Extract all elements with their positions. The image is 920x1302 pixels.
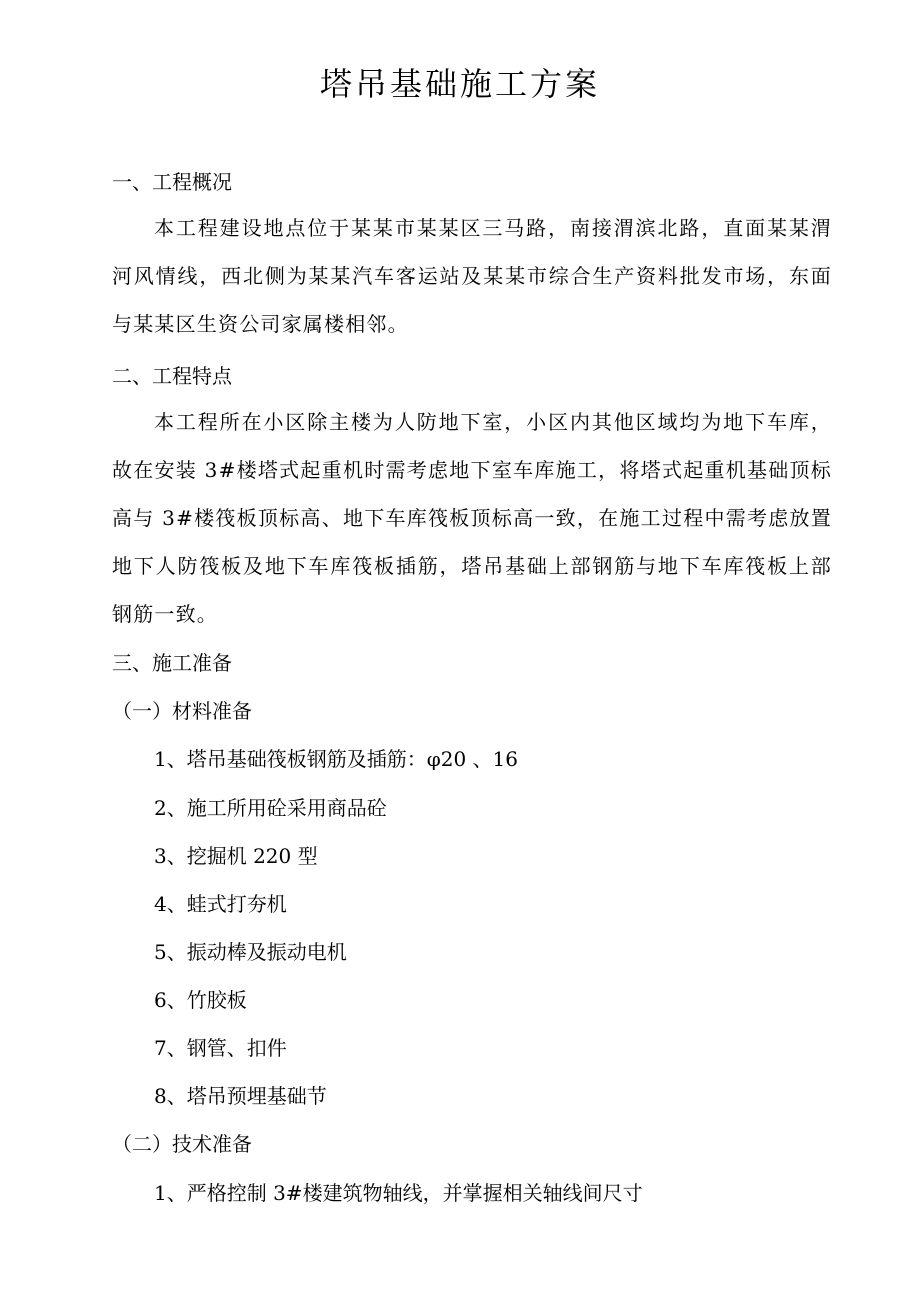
subsection-heading-materials: （一）材料准备 (112, 699, 252, 723)
list-item: 4、蛙式打夯机 (154, 892, 287, 916)
section-paragraph-overview: 本工程建设地点位于某某市某某区三马路，南接渭滨北路，直面某某渭河风情线，西北侧为某某汽车客运站及某某市综合生产资料批发市场，东面与某某区生资公司家属楼相邻。 (112, 216, 832, 336)
list-item: 5、振动棒及振动电机 (154, 940, 347, 964)
list-item: 3、挖掘机 220 型 (154, 844, 318, 868)
section-paragraph-features: 本工程所在小区除主楼为人防地下室，小区内其他区域均为地下车库，故在安装 3#楼塔式起重机时需考虑地下室车库施工，将塔式起重机基础顶标高与 3#楼筏板顶标高、地下车库筏板顶标高一致，在施工过程中需考虑放置地下人防筏板及地下车库筏板插筋，塔吊基础上部钢筋与地下车库筏板上部钢筋一致。 (112, 410, 832, 626)
subsection-heading-technical: （二）技术准备 (112, 1132, 252, 1156)
section-heading-features: 二、工程特点 (112, 364, 232, 388)
list-item: 1、塔吊基础筏板钢筋及插筋：φ20 、16 (154, 747, 518, 771)
list-item: 2、施工所用砼采用商品砼 (154, 796, 387, 820)
section-heading-overview: 一、工程概况 (112, 170, 232, 194)
document-title: 塔吊基础施工方案 (319, 65, 600, 103)
section-heading-preparation: 三、施工准备 (112, 651, 232, 675)
list-item: 6、竹胶板 (154, 988, 247, 1012)
list-item: 7、钢管、扣件 (154, 1036, 287, 1060)
list-item: 8、塔吊预埋基础节 (154, 1084, 327, 1108)
list-item: 1、严格控制 3#楼建筑物轴线，并掌握相关轴线间尺寸 (154, 1181, 643, 1205)
